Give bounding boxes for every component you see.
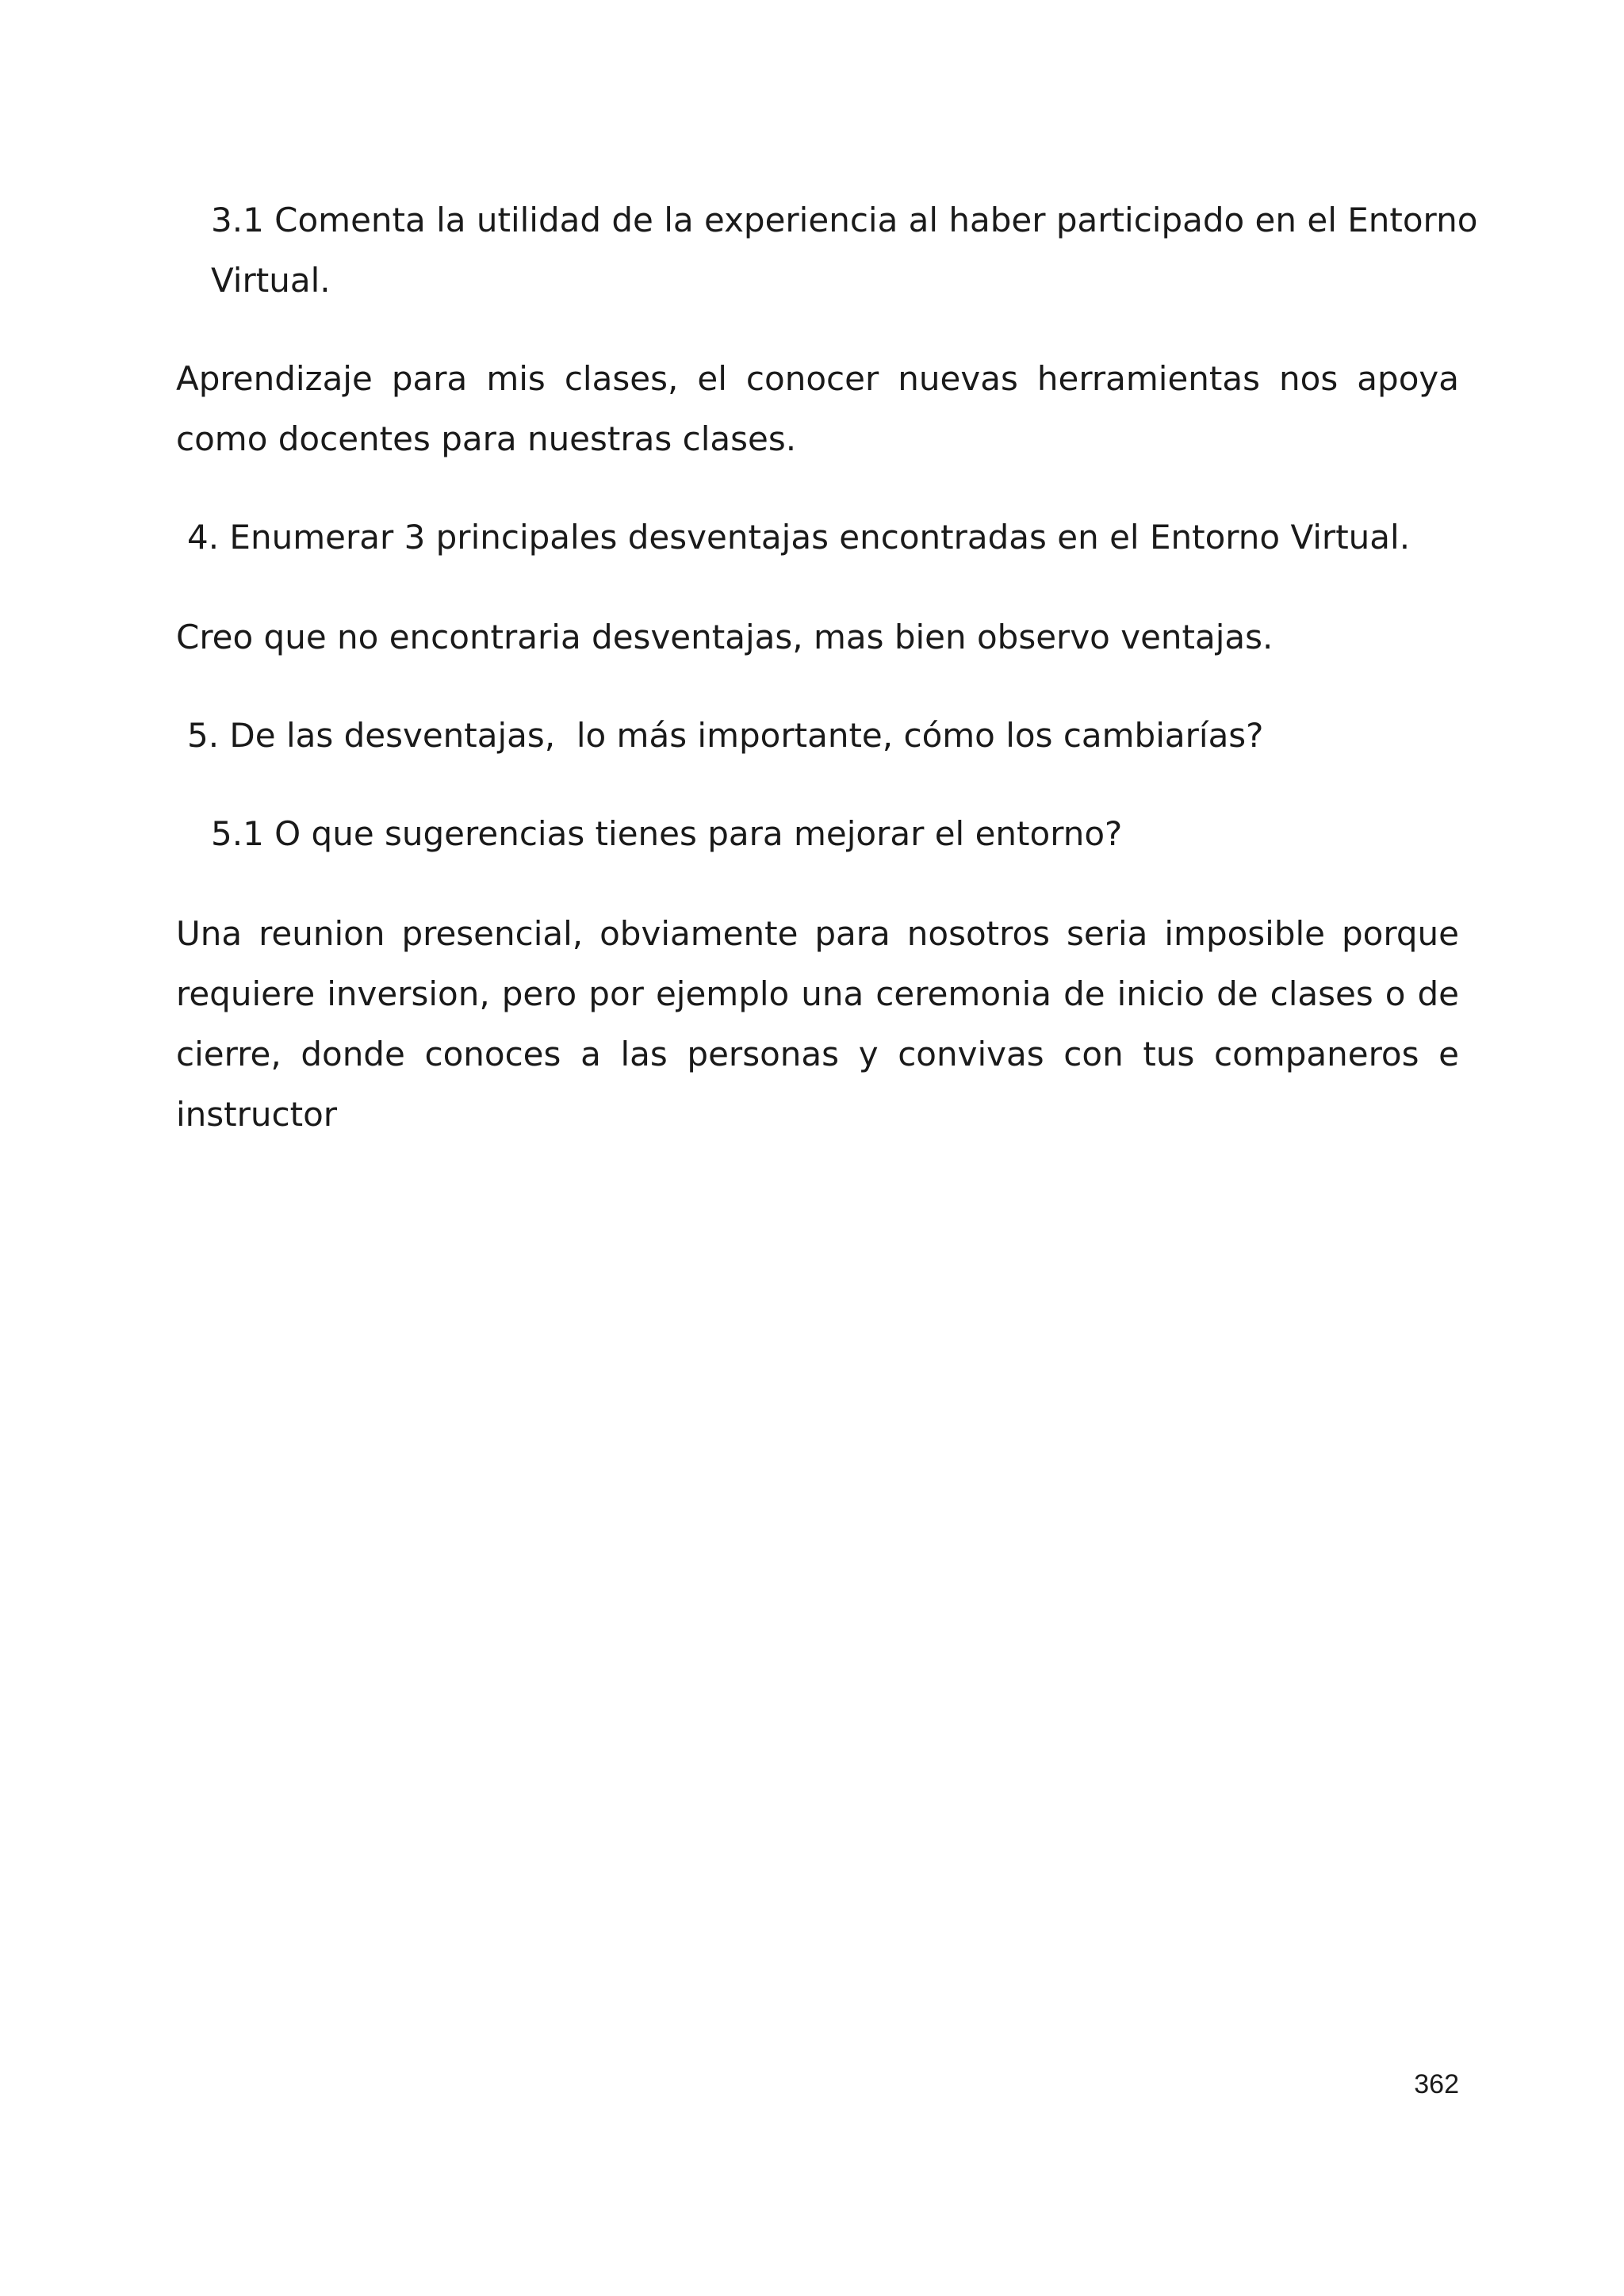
answer-4: Creo que no encontraria desventajas, mas bien observo ventajas.: [176, 618, 1274, 656]
answer-3-1: Aprendizaje para mis clases, el conocer nuevas herramientas nos apoya como docentes para nuestras clases.: [176, 359, 1459, 458]
answer-5: Una reunion presencial, obviamente para nosotros seria imposible porque requiere inversion, pero por ejemplo una ceremonia de inicio de clases o de cierre, donde conoces a las personas y convivas con tus companeros e instructor: [176, 914, 1459, 1134]
page-number: 362: [1414, 2069, 1459, 2099]
question-3-1: 3.1 Comenta la utilidad de la experiencia al haber participado en el Entorno Virtual.: [211, 201, 1478, 300]
question-4: 4. Enumerar 3 principales desventajas encontradas en el Entorno Virtual.: [187, 518, 1411, 557]
question-5-1: 5.1 O que sugerencias tienes para mejorar el entorno?: [211, 814, 1123, 853]
question-5: 5. De las desventajas, lo más importante, cómo los cambiarías?: [187, 716, 1264, 755]
